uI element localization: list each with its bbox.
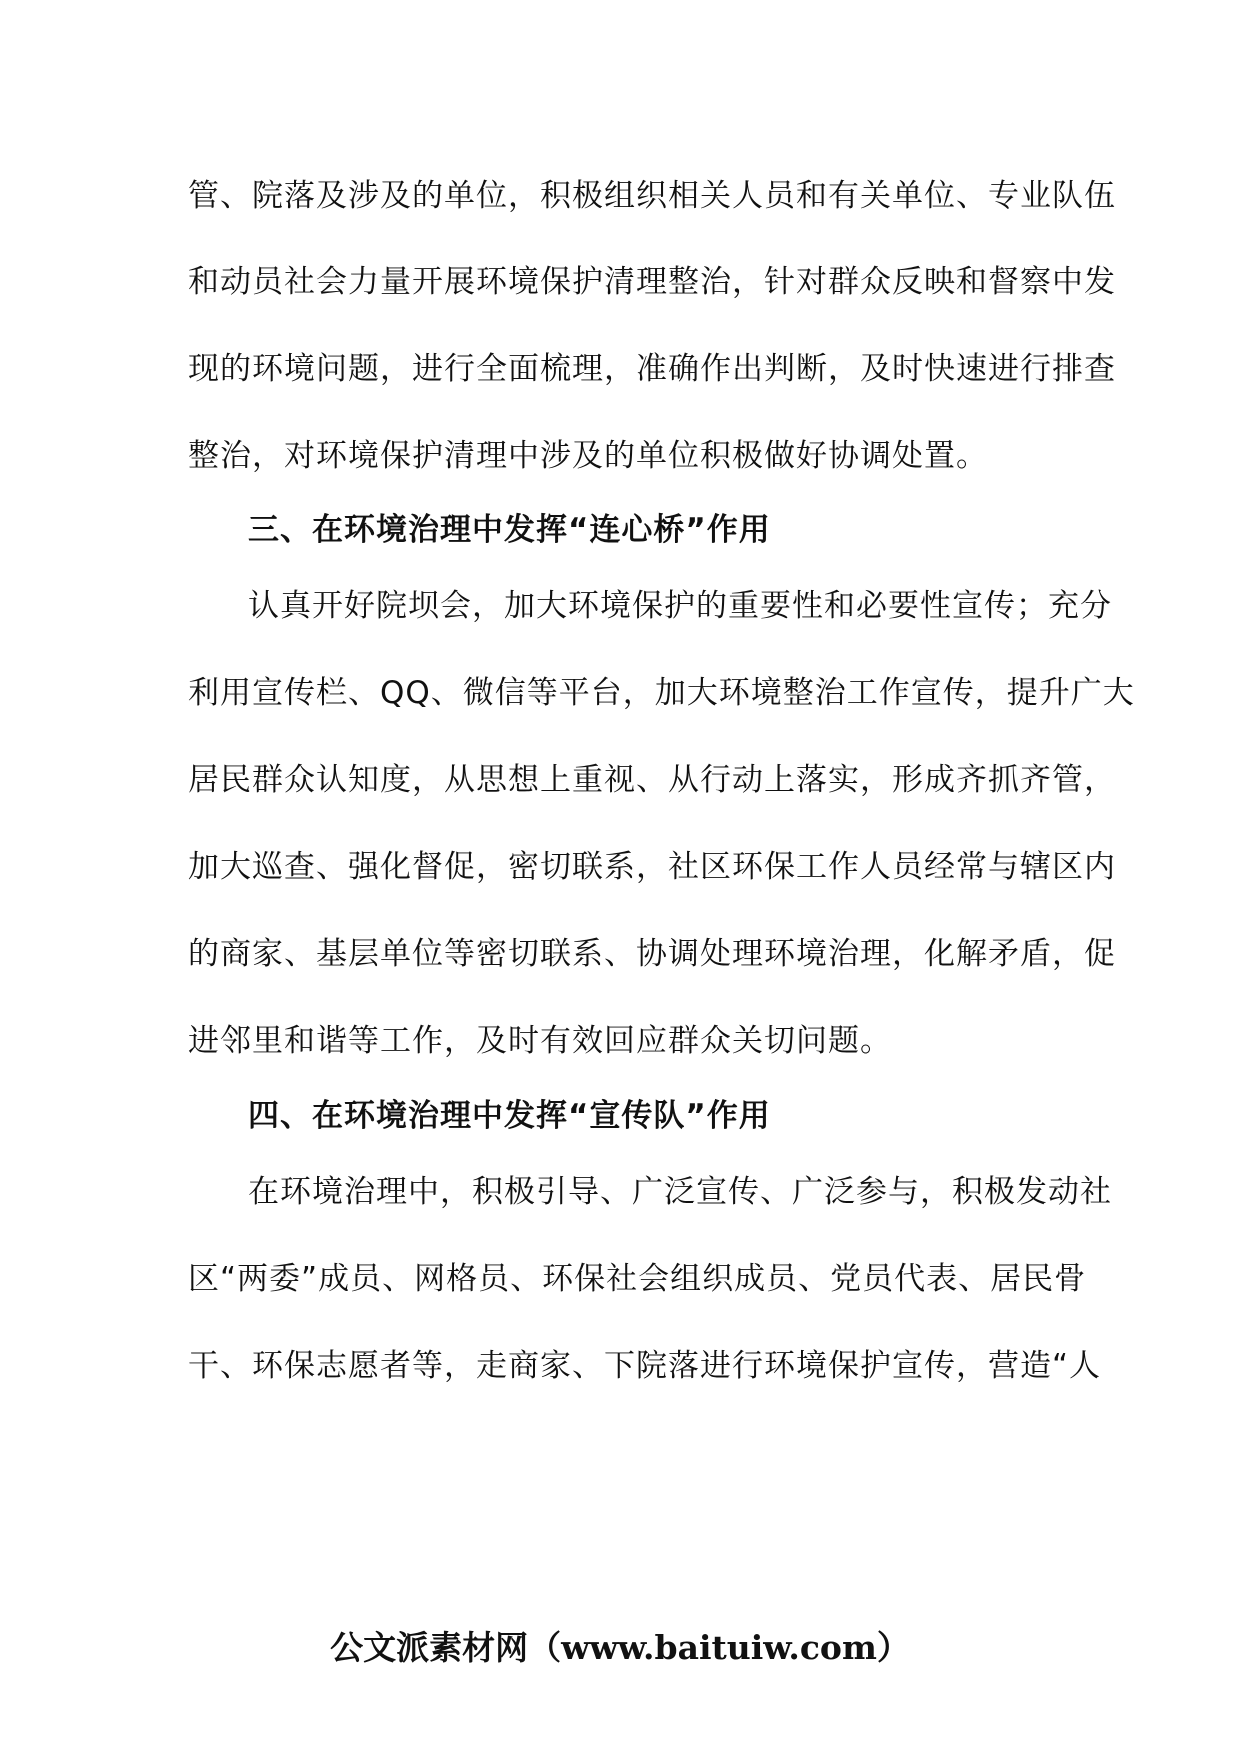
body-text-line: 认真开好院坝会，加大环境保护的重要性和必要性宣传；充分: [248, 588, 1112, 624]
body-text-line: 区“两委”成员、网格员、环保社会组织成员、党员代表、居民骨: [188, 1261, 1087, 1297]
body-text-line: 进邻里和谐等工作，及时有效回应群众关切问题。: [188, 1023, 892, 1059]
body-text-line: 现的环境问题，进行全面梳理，准确作出判断，及时快速进行排查: [188, 351, 1116, 387]
body-text-line: 和动员社会力量开展环境保护清理整治，针对群众反映和督察中发: [188, 264, 1116, 300]
footer-watermark: 公文派素材网（www.baituiw.com）: [330, 1628, 910, 1667]
body-text-line: 居民群众认知度，从思想上重视、从行动上落实，形成齐抓齐管，: [188, 762, 1116, 798]
body-text-line: 利用宣传栏、QQ、微信等平台，加大环境整治工作宣传，提升广大: [188, 675, 1135, 711]
body-text-line: 在环境治理中，积极引导、广泛宣传、广泛参与，积极发动社: [248, 1174, 1112, 1210]
body-text-line: 干、环保志愿者等，走商家、下院落进行环境保护宣传，营造“人: [188, 1348, 1102, 1384]
section-heading: 四、在环境治理中发挥“宣传队”作用: [248, 1098, 771, 1134]
body-text-line: 整治，对环境保护清理中涉及的单位积极做好协调处置。: [188, 438, 988, 474]
body-text-line: 加大巡查、强化督促，密切联系，社区环保工作人员经常与辖区内: [188, 849, 1116, 885]
body-text-line: 管、院落及涉及的单位，积极组织相关人员和有关单位、专业队伍: [188, 178, 1116, 214]
body-text-line: 的商家、基层单位等密切联系、协调处理环境治理，化解矛盾，促: [188, 936, 1116, 972]
section-heading: 三、在环境治理中发挥“连心桥”作用: [248, 512, 771, 548]
